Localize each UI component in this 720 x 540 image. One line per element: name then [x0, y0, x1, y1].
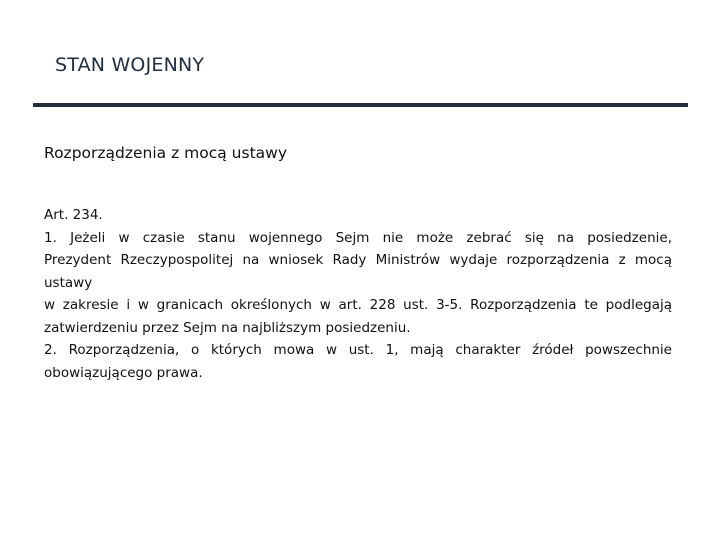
- slide-title: STAN WOJENNY: [55, 54, 205, 76]
- article-line: zatwierdzeniu przez Sejm na najbliższym posiedzeniu.: [44, 319, 411, 336]
- article-line: ustawy: [44, 274, 93, 291]
- article-line: 2. Rozporządzenia, o których mowa w ust. 1, mają charakter źródeł powszechnie: [44, 342, 672, 358]
- article-line: Prezydent Rzeczypospolitej na wniosek Rady Ministrów wydaje rozporządzenia z mocą: [44, 252, 672, 268]
- article-line: 1. Jeżeli w czasie stanu wojennego Sejm nie może zebrać się na posiedzenie,: [44, 229, 672, 246]
- article-body: [44, 204, 672, 384]
- article-line: obowiązującego prawa.: [44, 364, 203, 381]
- section-heading: Rozporządzenia z mocą ustawy: [44, 144, 288, 162]
- title-divider: [33, 103, 688, 107]
- article-line: w zakresie i w granicach określonych w art. 228 ust. 3-5. Rozporządzenia te podlegają: [44, 297, 672, 313]
- article-number: Art. 234.: [44, 207, 103, 223]
